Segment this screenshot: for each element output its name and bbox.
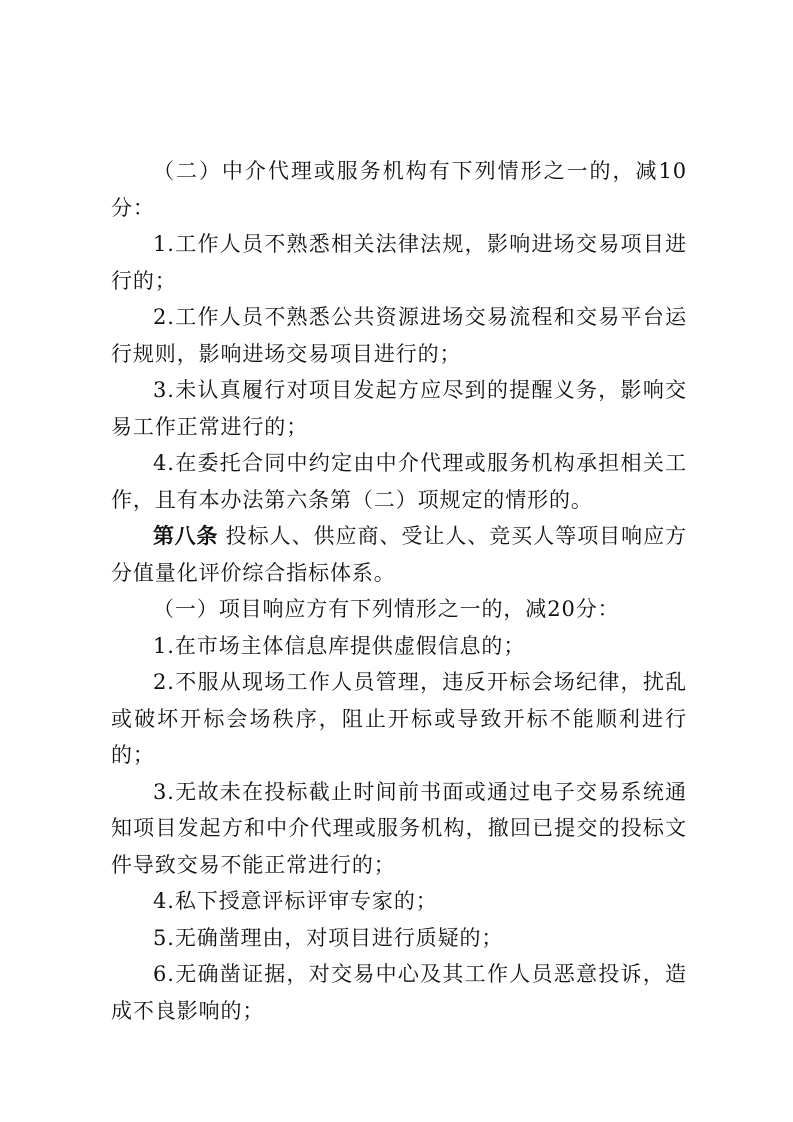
article-eight — [111, 518, 687, 591]
list-item: 2.不服从现场工作人员管理，违反开标会场纪律，扰乱或破坏开标会场秩序，阻止开标或导致开标不能顺利进行的； — [111, 670, 687, 767]
list-item: 1.工作人员不熟悉相关法律法规，影响进场交易项目进行的； — [111, 232, 687, 293]
article-eight-body: 投标人、供应商、受让人、竞买人等项目响应方分值量化评价综合指标体系。 — [111, 524, 687, 585]
subsection-two-heading: （二）中介代理或服务机构有下列情形之一的，减10分： — [111, 159, 687, 220]
list-item: 4.私下授意评标评审专家的； — [153, 889, 438, 913]
subsection-one-heading: （一）项目响应方有下列情形之一的，减20分： — [153, 597, 620, 621]
list-item: 2.工作人员不熟悉公共资源进场交易流程和交易平台运行规则，影响进场交易项目进行的； — [111, 305, 687, 366]
list-item: 5.无确凿理由，对项目进行质疑的； — [153, 925, 504, 950]
list-item: 6.无确凿证据，对交易中心及其工作人员恶意投诉，造成不良影响的； — [111, 962, 687, 1023]
list-item: 4.在委托合同中约定由中介代理或服务机构承担相关工作，且有本办法第六条第（二）项规定的情形的。 — [111, 451, 687, 512]
document-body — [111, 153, 687, 1029]
article-eight-heading: 第八条 — [153, 524, 219, 548]
list-item: 1.在市场主体信息库提供虚假信息的； — [153, 633, 526, 658]
list-item: 3.无故未在投标截止时间前书面或通过电子交易系统通知项目发起方和中介代理或服务机构，撤回已提交的投标文件导致交易不能正常进行的； — [111, 779, 687, 877]
list-item: 3.未认真履行对项目发起方应尽到的提醒义务，影响交易工作正常进行的； — [111, 378, 687, 439]
